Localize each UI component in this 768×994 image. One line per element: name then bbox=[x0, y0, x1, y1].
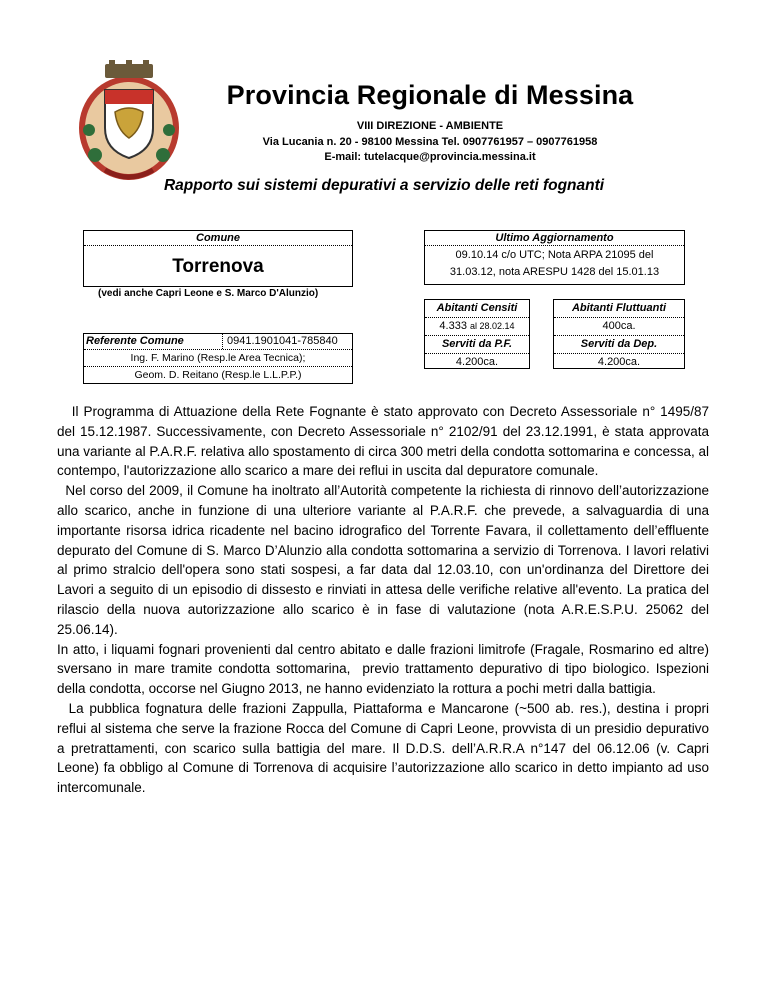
email-line: E-mail: tutelacque@provincia.messina.it bbox=[324, 151, 536, 163]
comune-box bbox=[83, 230, 353, 287]
aggiornamento-box bbox=[424, 230, 685, 285]
aggiornamento-line-2: 31.03.12, nota ARESPU 1428 del 15.01.13 bbox=[449, 266, 660, 278]
aggiornamento-line-1: 09.10.14 c/o UTC; Nota ARPA 21095 del bbox=[455, 249, 654, 261]
comune-label: Comune bbox=[84, 231, 352, 246]
address-line: Via Lucania n. 20 - 98100 Messina Tel. 0907761957 – 0907761958 bbox=[262, 135, 598, 148]
censiti-date: al 28.02.14 bbox=[470, 321, 515, 331]
censiti-value: 4.333 bbox=[439, 320, 467, 332]
paragraph-2: Nel corso del 2009, il Comune ha inoltrato all’Autorità competente la richiesta di rinnovo dell’autorizzazione allo scarico, anche in funzione di una ulteriore variante al P.A.R.F. che prevede, a salvaguardia di una importante risorsa idrica ricadente nel bacino idrografico del Torrente Favara, il collettamento dell’effluente depurato del Comune di S. Marco D’Alunzio alla condotta sottomarina a servizio di Torrenova. I lavori relativi al primo stralcio dell'opera sono stati sospesi, a far data dal 12.03.10, con un'ordinanza del Direttore dei Lavori a seguito di un episodio di dissesto e rinviati in attesa delle verifiche relative all'evento. La pratica del rilascio della nuova autorizzazione allo scarico è in fase di valutazione (nota A.R.E.S.P.U. 25062 del 25.06.14). bbox=[57, 483, 713, 637]
serviti-pf-label: Serviti da P.F. bbox=[425, 336, 529, 354]
aggiornamento-label: Ultimo Aggiornamento bbox=[425, 231, 684, 246]
abitanti-fluttuanti-box bbox=[553, 299, 685, 369]
page-title: Provincia Regionale di Messina bbox=[226, 80, 634, 110]
fluttuanti-label: Abitanti Fluttuanti bbox=[554, 300, 684, 318]
serviti-pf-value: 4.200ca. bbox=[455, 356, 499, 368]
comune-value: Torrenova bbox=[172, 256, 264, 277]
serviti-dep-label: Serviti da Dep. bbox=[554, 336, 684, 354]
censiti-label: Abitanti Censiti bbox=[425, 300, 529, 318]
report-title: Rapporto sui sistemi depurativi a servizio delle reti fognanti bbox=[163, 177, 605, 194]
abitanti-censiti-box bbox=[424, 299, 530, 369]
censiti-value-cell bbox=[425, 318, 529, 336]
paragraph-4: La pubblica fognatura delle frazioni Zappulla, Piattaforma e Mancarone (~500 ab. res.), destina i propri reflui al sistema che serve la frazione Rocca del Comune di Capri Leone, provvista di un presidio depurativo a pretrattamenti, con scarico sulla battigia del mare. Il D.D.S. dell’A.R.R.A n°147 del 06.12.06 (v. Capri Leone) fa obbligo al Comune di Torrenova di acquisire l’autorizzazione allo scarico in detto impianto ad uso intercomunale. bbox=[57, 700, 713, 796]
direzione-line: VIII DIREZIONE - AMBIENTE bbox=[356, 120, 504, 132]
referente-tel: 0941.1901041-785840 bbox=[222, 334, 352, 349]
paragraph-1: Il Programma di Attuazione della Rete Fognante è stato approvato con Decreto Assessoriale n° 1495/87 del 15.12.1987. Successivamente, con Decreto Assessoriale n° 2102/91 del 23.12.1991, è stata approvata una variante al P.A.R.F. relativa allo spostamento di circa 300 metri della condotta sottomarina e concessa, al contempo, l'autorizzazione allo scarico a mare dei reflui in uscita dal depuratore comunale. bbox=[57, 404, 713, 479]
fluttuanti-value: 400ca. bbox=[554, 318, 684, 336]
paragraph-3: In atto, i liquami fognari provenienti dal centro abitato e dalle frazioni limitrofe (Fragale, Rosmarino ed altre) sversano in mare tramite condotta sottomarina, previo trattamento depurativo di tipo biologico. Ispezioni della condotta, occorse nel Giugno 2013, ne hanno evidenziato la rottura a pochi metri dalla battigia. bbox=[57, 641, 713, 697]
report-body bbox=[57, 402, 713, 798]
provincia-seal-logo bbox=[75, 60, 183, 183]
referente-box bbox=[83, 333, 353, 384]
referente-line-1: Ing. F. Marino (Resp.le Area Tecnica); bbox=[130, 352, 306, 364]
referente-line-2: Geom. D. Reitano (Resp.le L.L.P.P.) bbox=[84, 366, 352, 383]
serviti-dep-value: 4.200ca. bbox=[597, 356, 641, 368]
comune-note: (vedi anche Capri Leone e S. Marco D'Alunzio) bbox=[98, 288, 319, 299]
referente-label: Referente Comune bbox=[86, 335, 184, 347]
letterhead bbox=[190, 80, 670, 166]
